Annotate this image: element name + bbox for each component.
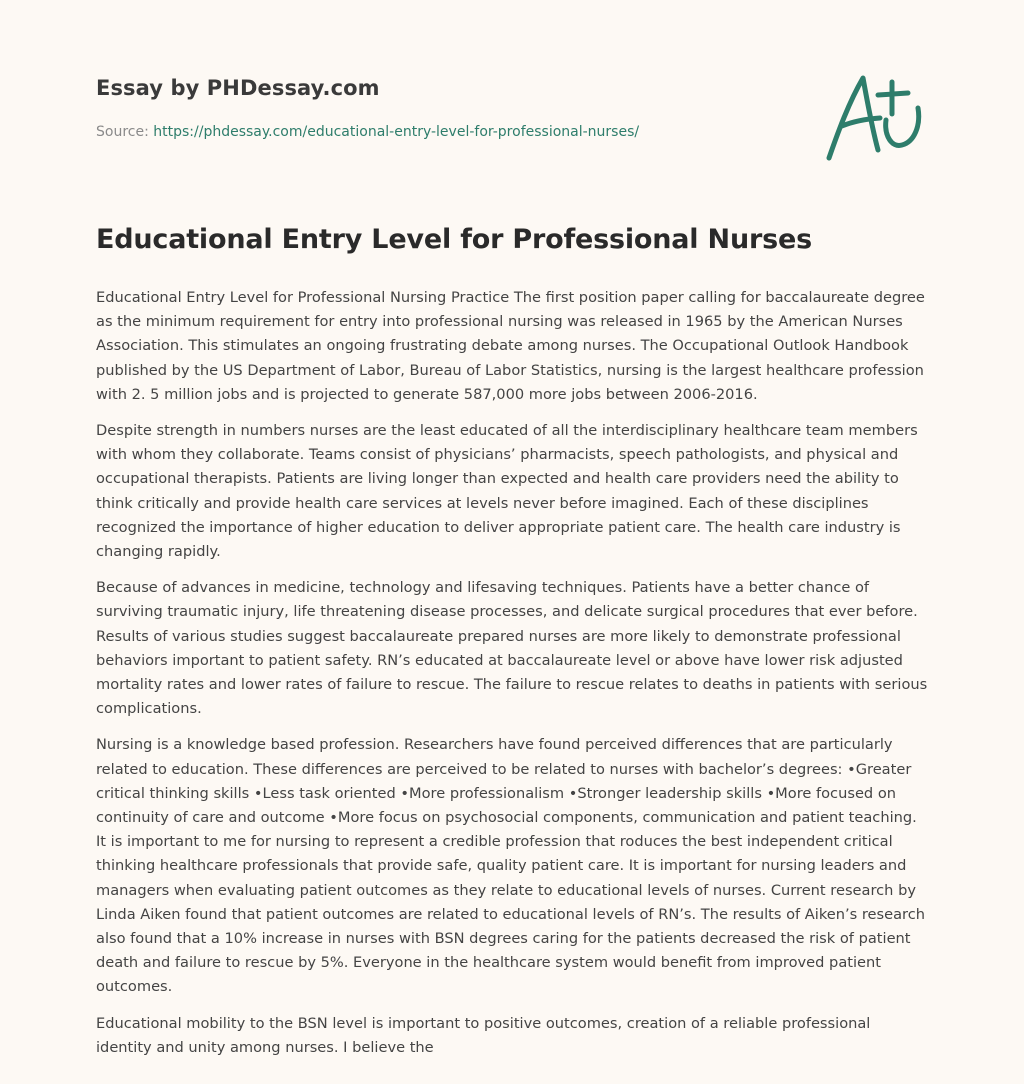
source-link[interactable]: https://phdessay.com/educational-entry-level-for-professional-nurses/: [153, 124, 640, 140]
essay-paragraph-2: Despite strength in numbers nurses are the least educated of all the interdisciplinary healthcare team members with whom they collaborate. Teams consist of physicians’ pharmacists, speech pathologists, and physical and occupational therapists. Patients are living longer than expected and health care providers need the ability to think critically and provide health care services at levels never before imagined. Each of these disciplines recognized the importance of higher education to deliver appropriate patient care. The health care industry is changing rapidly.: [96, 422, 918, 561]
source-label: Source:: [96, 124, 154, 140]
essay-paragraph-4: Nursing is a knowledge based profession. Researchers have found perceived differences that are particularly related to education. These differences are perceived to be related to nurses with bachelor’s degrees: •Greater critical thinking skills •Less task oriented •More professionalism •Stronger leadership skills •More focused on continuity of care and outcome •More focus on psychosocial components, communication and patient teaching. It is important to me for nursing to represent a credible profession that roduces the best independent critical thinking healthcare professionals that provide safe, quality patient care. It is important for nursing leaders and managers when evaluating patient outcomes as they relate to educational levels of nurses. Current research by Linda Aiken found that patient outcomes are related to educational levels of RN’s. The results of Aiken’s research also found that a 10% increase in nurses with BSN degrees caring for the patients decreased the risk of patient death and failure to rescue by 5%. Everyone in the healthcare system would benefit from improved patient outcomes.: [96, 736, 926, 996]
source-line: [96, 124, 639, 140]
essay-title: Educational Entry Level for Professional Nurses: [96, 224, 812, 255]
a-plus-logo-icon: [822, 66, 932, 166]
essay-paragraph-5: Educational mobility to the BSN level is important to positive outcomes, creation of a reliable professional identity and unity among nurses. I believe the: [96, 1014, 871, 1056]
site-brand: Essay by PHDessay.com: [96, 76, 380, 100]
essay-body: [96, 286, 930, 1072]
essay-paragraph-1: Educational Entry Level for Professional Nursing Practice The first position paper calling for baccalaureate degree as the minimum requirement for entry into professional nursing was released in 1965 by the American Nurses Association. This stimulates an ongoing frustrating debate among nurses. The Occupational Outlook Handbook published by the US Department of Labor, Bureau of Labor Statistics, nursing is the largest healthcare profession with 2. 5 million jobs and is projected to generate 587,000 more jobs between 2006-2016.: [96, 289, 925, 403]
essay-paragraph-3: Because of advances in medicine, technology and lifesaving techniques. Patients have a better chance of surviving traumatic injury, life threatening disease processes, and delicate surgical procedures that ever before. Results of various studies suggest baccalaureate prepared nurses are more likely to demonstrate professional behaviors important to patient safety. RN’s educated at baccalaureate level or above have lower risk adjusted mortality rates and lower rates of failure to rescue. The failure to rescue relates to deaths in patients with serious complications.: [96, 579, 928, 718]
